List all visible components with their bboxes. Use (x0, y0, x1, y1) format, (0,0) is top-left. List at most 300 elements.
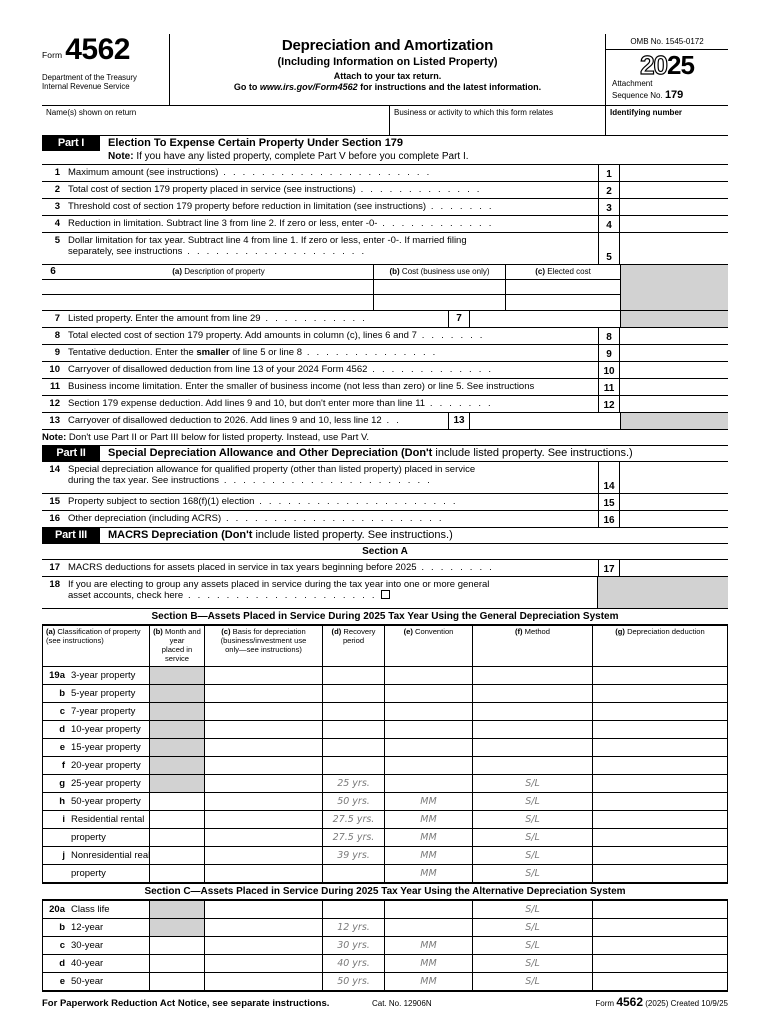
section-b-row (43, 864, 728, 882)
line-7-shaded-block (620, 311, 728, 327)
row-property-name: 50-year property (71, 795, 141, 807)
row-convention-input[interactable] (385, 774, 473, 792)
row-convention-input[interactable] (385, 900, 473, 918)
line-5-number: 5 (54, 235, 60, 247)
line-8-box-number: 8 (598, 328, 620, 344)
line-8-amount-input[interactable] (620, 328, 728, 344)
row-property-name: Residential rental (71, 813, 145, 825)
row-property-name: 30-year (71, 939, 104, 951)
row-convention-input[interactable] (385, 738, 473, 756)
row-recovery-period: 25 yrs. (323, 774, 385, 792)
line-18-group-assets-checkbox[interactable] (381, 590, 390, 599)
row-classification (43, 954, 150, 972)
row-recovery-period: 30 yrs. (323, 936, 385, 954)
section-b-body (43, 666, 728, 882)
line-15-number: 15 (49, 496, 60, 508)
line-6-col-a-header: (a) Description of property (64, 265, 374, 279)
row-property-name: 7-year property (71, 705, 136, 717)
row-basis-input[interactable] (205, 792, 323, 810)
attach-instruction: Attach to your tax return. (333, 71, 442, 81)
row-letter: b (59, 687, 65, 699)
row-month-year-input[interactable] (150, 792, 205, 810)
line-7-number: 7 (54, 313, 60, 325)
row-basis-input[interactable] (205, 702, 323, 720)
row-classification (43, 846, 150, 864)
col-header-basis: (c) Basis for depreciation (business/investment use only—see instructions) (205, 626, 323, 667)
row-basis-input[interactable] (205, 846, 323, 864)
part-1-lines-top (42, 165, 728, 265)
row-depreciation-deduction-input[interactable] (593, 900, 728, 918)
row-basis-input[interactable] (205, 666, 323, 684)
line-17-amount-input[interactable] (620, 560, 728, 576)
row-depreciation-deduction-input[interactable] (593, 792, 728, 810)
line-12-box-number: 12 (598, 396, 620, 412)
line-13-amount-input[interactable] (470, 413, 620, 429)
line-6-number: 6 (50, 266, 56, 278)
row-month-year-shaded (150, 720, 205, 738)
row-convention: MM (385, 810, 473, 828)
line-7-amount-input[interactable] (470, 311, 620, 327)
row-month-year-shaded (150, 756, 205, 774)
row-depreciation-deduction-input[interactable] (593, 846, 728, 864)
form-line-15 (42, 494, 728, 511)
section-b-row (43, 792, 728, 810)
line-15-text: Property subject to section 168(f)(1) election . . . . . . . . . . . . . . . . . . . . . (68, 496, 458, 508)
row-month-year-shaded (150, 738, 205, 756)
line-10-box-number: 10 (598, 362, 620, 378)
section-b-row (43, 702, 728, 720)
line-6-col-c-header: (c) Elected cost (535, 267, 591, 277)
section-a-lines (42, 560, 728, 609)
row-depreciation-deduction-input[interactable] (593, 738, 728, 756)
row-property-name: 25-year property (71, 777, 141, 789)
line-2-text: Total cost of section 179 property placed in service (see instructions) . . . . . . . . . . . . . (68, 184, 482, 196)
row-convention-input[interactable] (385, 666, 473, 684)
part-3-banner (42, 528, 728, 544)
section-b-title: Section B—Assets Placed in Service During 2025 Tax Year Using the General Depreciation System (42, 609, 728, 625)
footer-form-number: 4562 (616, 994, 644, 1009)
form-line-4 (42, 216, 728, 233)
row-month-year-input[interactable] (150, 864, 205, 882)
sequence-number: 179 (664, 89, 684, 102)
row-property-name: property (71, 867, 106, 879)
row-property-name: 12-year (71, 921, 104, 933)
row-basis-input[interactable] (205, 774, 323, 792)
department-block (42, 73, 167, 92)
line-4-amount-input[interactable] (620, 216, 728, 232)
row-recovery-period: 50 yrs. (323, 792, 385, 810)
row-depreciation-deduction-input[interactable] (593, 828, 728, 846)
row-classification (43, 738, 150, 756)
line-11-text: Business income limitation. Enter the smaller of business income (not less than zero) or line 5. See instructions (68, 381, 535, 393)
form-number: 4562 (65, 33, 130, 66)
form-line-10 (42, 362, 728, 379)
section-b-row (43, 756, 728, 774)
section-c-table (42, 900, 728, 991)
part-1-title: Election To Expense Certain Property Under Section 179 (108, 137, 404, 150)
line-17-number: 17 (49, 562, 60, 574)
form-line-17 (42, 560, 728, 577)
row-letter: f (61, 759, 65, 771)
line-9-box-number: 9 (598, 345, 620, 361)
goto-suffix: for instructions and the latest information. (360, 82, 542, 92)
row-classification (43, 792, 150, 810)
line-18-shaded-block (597, 577, 728, 608)
section-c-row (43, 900, 728, 918)
line-18-text-b: asset accounts, check here . . . . . . . . . . . . . . . . . . . . (68, 590, 595, 601)
form-title: Depreciation and Amortization (281, 37, 494, 54)
form-line-1 (42, 165, 728, 182)
col-header-convention: (e) Convention (385, 626, 473, 667)
part-1-badge: Part I (42, 136, 100, 151)
row-convention-input[interactable] (385, 720, 473, 738)
row-method-input[interactable] (473, 720, 593, 738)
part-1-note-text: If you have any listed property, complete Part V before you complete Part I. (133, 151, 469, 163)
col-header-month-year: (b) Month and year placed in service (150, 626, 205, 667)
line-13-number: 13 (49, 415, 60, 427)
business-activity-field[interactable]: Business or activity to which this form relates (390, 106, 606, 135)
col-header-recovery-period: (d) Recovery period (323, 626, 385, 667)
row-recovery-input[interactable] (323, 738, 385, 756)
row-month-year-shaded (150, 702, 205, 720)
section-b-row (43, 684, 728, 702)
row-month-year-shaded (150, 774, 205, 792)
omb-number: OMB No. 1545-0172 (606, 34, 728, 50)
section-c-row (43, 972, 728, 990)
line-15-amount-input[interactable] (620, 494, 728, 510)
paperwork-notice: For Paperwork Reduction Act Notice, see separate instructions. (42, 997, 330, 1009)
row-method: S/L (473, 918, 593, 936)
row-method: S/L (473, 954, 593, 972)
row-depreciation-deduction-input[interactable] (593, 666, 728, 684)
row-month-year-input[interactable] (150, 936, 205, 954)
line-3-box-number: 3 (598, 199, 620, 215)
row-depreciation-deduction-input[interactable] (593, 864, 728, 882)
row-property-name: 20-year property (71, 759, 141, 771)
line-2-box-number: 2 (598, 182, 620, 198)
row-basis-input[interactable] (205, 720, 323, 738)
row-basis-input[interactable] (205, 864, 323, 882)
row-letter: h (59, 795, 65, 807)
line-5-amount-input[interactable] (620, 233, 728, 264)
form-word-label: Form (42, 49, 63, 60)
line-8-number: 8 (54, 330, 60, 342)
line-7-box-number: 7 (448, 311, 470, 327)
row-convention-input[interactable] (385, 918, 473, 936)
line-11-amount-input[interactable] (620, 379, 728, 395)
row-basis-input[interactable] (205, 918, 323, 936)
line-13-shaded-block (620, 413, 728, 429)
row-method: S/L (473, 846, 593, 864)
row-method: S/L (473, 900, 593, 918)
row-recovery-input[interactable] (323, 720, 385, 738)
row-recovery-period: 50 yrs. (323, 972, 385, 990)
row-method-input[interactable] (473, 756, 593, 774)
row-classification (43, 666, 150, 684)
goto-prefix: Go to (233, 82, 258, 92)
line-6-col-b-header: (b) Cost (business use only) (374, 265, 506, 279)
line-10-text: Carryover of disallowed deduction from line 13 of your 2024 Form 4562 . . . . . . . . . . . . . (68, 364, 494, 376)
line-13-text: Carryover of disallowed deduction to 2026. Add lines 9 and 10, less line 12 . . 13 (64, 413, 620, 429)
line-1-number: 1 (54, 167, 60, 179)
row-depreciation-deduction-input[interactable] (593, 936, 728, 954)
masthead-right (606, 34, 728, 105)
line-14-amount-input[interactable] (620, 462, 728, 493)
row-letter: c (59, 705, 65, 717)
line-16-text: Other depreciation (including ACRS) . . . . . . . . . . . . . . . . . . . . . . . (68, 513, 444, 525)
section-b-table (42, 625, 728, 883)
form-line-11 (42, 379, 728, 396)
part-2-title: Special Depreciation Allowance and Other Depreciation (Don't include listed property. See instructions.) (108, 447, 633, 460)
row-convention: MM (385, 828, 473, 846)
section-b-row (43, 738, 728, 756)
row-convention: MM (385, 936, 473, 954)
form-line-8 (42, 328, 728, 345)
part-2-lines (42, 462, 728, 528)
tax-year-century: 20 (640, 50, 667, 80)
row-depreciation-deduction-input[interactable] (593, 810, 728, 828)
row-basis-input[interactable] (205, 972, 323, 990)
parts-note-label: Note: (42, 432, 67, 444)
part-1-banner (42, 136, 728, 165)
row-classification (43, 828, 150, 846)
line-9-amount-input[interactable] (620, 345, 728, 361)
line-6-r1-cost-input[interactable] (374, 280, 506, 294)
row-letter: 20a (49, 903, 65, 915)
line-11-number: 11 (49, 381, 60, 393)
form-line-12 (42, 396, 728, 413)
line-12-amount-input[interactable] (620, 396, 728, 412)
row-depreciation-deduction-input[interactable] (593, 684, 728, 702)
row-month-year-input[interactable] (150, 954, 205, 972)
part-3-badge: Part III (42, 528, 100, 543)
line-7-text: Listed property. Enter the amount from line 29 . . . . . . . . . . . 7 (64, 311, 620, 327)
row-letter: d (59, 723, 65, 735)
row-letter: 19a (49, 669, 65, 681)
row-depreciation-deduction-input[interactable] (593, 918, 728, 936)
row-recovery-input[interactable] (323, 684, 385, 702)
row-recovery-period: 27.5 yrs. (323, 828, 385, 846)
sequence-label: Sequence No. (612, 91, 663, 101)
line-18-number: 18 (49, 579, 60, 591)
names-shown-field[interactable]: Name(s) shown on return (42, 106, 390, 135)
line-6-r2-description-input[interactable] (64, 295, 374, 310)
section-c-row (43, 954, 728, 972)
row-convention: MM (385, 954, 473, 972)
row-classification (43, 702, 150, 720)
masthead-center (170, 34, 606, 105)
row-convention: MM (385, 792, 473, 810)
line-6-r1-description-input[interactable] (64, 280, 374, 294)
row-classification (43, 864, 150, 882)
attachment-sequence (606, 79, 728, 105)
goto-instruction (174, 82, 601, 92)
row-recovery-period: 40 yrs. (323, 954, 385, 972)
footer-form-word: Form (595, 998, 615, 1008)
line-3-amount-input[interactable] (620, 199, 728, 215)
line-5-text (64, 233, 598, 264)
line-14-number: 14 (49, 464, 60, 476)
form-sheet (42, 34, 728, 1009)
line-4-number: 4 (54, 218, 60, 230)
identifying-number-field[interactable]: Identifying number (610, 108, 682, 118)
row-basis-input[interactable] (205, 954, 323, 972)
form-line-2 (42, 182, 728, 199)
line-6-r2-elected-input[interactable] (506, 295, 620, 310)
section-a-title: Section A (42, 544, 728, 560)
row-letter: b (59, 921, 65, 933)
row-depreciation-deduction-input[interactable] (593, 702, 728, 720)
section-c-row (43, 918, 728, 936)
row-classification (43, 720, 150, 738)
row-depreciation-deduction-input[interactable] (593, 756, 728, 774)
row-recovery-input[interactable] (323, 864, 385, 882)
row-method: S/L (473, 792, 593, 810)
row-property-name: Class life (71, 903, 110, 915)
row-recovery-input[interactable] (323, 900, 385, 918)
row-convention-input[interactable] (385, 756, 473, 774)
line-6-table (42, 265, 728, 311)
row-month-year-input[interactable] (150, 972, 205, 990)
form-line-14 (42, 462, 728, 494)
row-basis-input[interactable] (205, 900, 323, 918)
row-classification (43, 918, 150, 936)
section-b-row (43, 846, 728, 864)
line-4-box-number: 4 (598, 216, 620, 232)
row-convention: MM (385, 972, 473, 990)
attachment-label: Attachment (612, 79, 653, 89)
row-property-name: 10-year property (71, 723, 141, 735)
form-footer (42, 991, 728, 1009)
row-recovery-input[interactable] (323, 702, 385, 720)
tax-year-yy: 25 (667, 50, 694, 80)
line-16-box-number: 16 (598, 511, 620, 527)
row-convention: MM (385, 864, 473, 882)
row-property-name: 3-year property (71, 669, 136, 681)
line-6-r1-elected-input[interactable] (506, 280, 620, 294)
row-method-input[interactable] (473, 684, 593, 702)
row-recovery-period: 27.5 yrs. (323, 810, 385, 828)
line-14-text-b: during the tax year. See instructions . . . . . . . . . . . . . . . . . . . . . . (68, 475, 432, 487)
row-month-year-input[interactable] (150, 810, 205, 828)
line-1-box-number: 1 (598, 165, 620, 181)
line-18-text (64, 577, 597, 608)
form-line-18 (42, 577, 728, 609)
row-depreciation-deduction-input[interactable] (593, 774, 728, 792)
catalog-number: Cat. No. 12906N (372, 998, 432, 1008)
footer-form-id (562, 995, 728, 1009)
line-16-amount-input[interactable] (620, 511, 728, 527)
line-5-text-a: Dollar limitation for tax year. Subtract line 4 from line 1. If zero or less, enter -0-. If married filing (68, 235, 467, 247)
row-classification (43, 756, 150, 774)
line-10-number: 10 (49, 364, 60, 376)
footer-form-year: (2025) (645, 998, 669, 1008)
section-c-title: Section C—Assets Placed in Service During 2025 Tax Year Using the Alternative Depreciation System (42, 883, 728, 900)
form-masthead (42, 34, 728, 106)
line-15-box-number: 15 (598, 494, 620, 510)
part-1-note (42, 151, 728, 164)
line-11-box-number: 11 (598, 379, 620, 395)
row-convention-input[interactable] (385, 702, 473, 720)
row-month-year-shaded (150, 684, 205, 702)
row-method: S/L (473, 972, 593, 990)
line-6-r2-cost-input[interactable] (374, 295, 506, 310)
row-classification (43, 900, 150, 918)
row-letter: i (62, 813, 65, 825)
col-header-classification: (a) Classification of property (see instructions) (43, 626, 150, 667)
row-month-year-shaded (150, 918, 205, 936)
row-basis-input[interactable] (205, 756, 323, 774)
line-2-amount-input[interactable] (620, 182, 728, 198)
row-month-year-input[interactable] (150, 828, 205, 846)
row-classification (43, 684, 150, 702)
row-convention-input[interactable] (385, 684, 473, 702)
line-14-text (64, 462, 598, 493)
row-recovery-period: 39 yrs. (323, 846, 385, 864)
row-classification (43, 810, 150, 828)
row-method: S/L (473, 936, 593, 954)
row-basis-input[interactable] (205, 936, 323, 954)
section-b-row (43, 774, 728, 792)
masthead-left (42, 34, 170, 105)
form-line-16 (42, 511, 728, 528)
row-basis-input[interactable] (205, 810, 323, 828)
col-header-method: (f) Method (473, 626, 593, 667)
line-8-text: Total elected cost of section 179 property. Add amounts in column (c), lines 6 and 7 . . . . . . . (68, 330, 485, 342)
row-month-year-input[interactable] (150, 846, 205, 864)
row-basis-input[interactable] (205, 828, 323, 846)
line-3-number: 3 (54, 201, 60, 213)
row-recovery-period: 12 yrs. (323, 918, 385, 936)
row-convention: MM (385, 846, 473, 864)
row-property-name: 40-year (71, 957, 104, 969)
row-letter: e (59, 975, 65, 987)
line-13-box-number: 13 (448, 413, 470, 429)
row-method-input[interactable] (473, 702, 593, 720)
line-6-header-row (42, 265, 620, 280)
row-recovery-input[interactable] (323, 666, 385, 684)
part-1-lines-bottom (42, 311, 728, 430)
row-letter: d (59, 957, 65, 969)
line-5-text-b: separately, see instructions . . . . . . . . . . . . . . . . . . . (68, 246, 367, 258)
line-10-amount-input[interactable] (620, 362, 728, 378)
row-classification (43, 936, 150, 954)
row-recovery-input[interactable] (323, 756, 385, 774)
tax-year (606, 50, 728, 79)
line-1-amount-input[interactable] (620, 165, 728, 181)
parts-note-text: Don't use Part II or Part III below for listed property. Instead, use Part V. (66, 432, 370, 444)
row-method-input[interactable] (473, 666, 593, 684)
form-line-5 (42, 233, 728, 265)
row-depreciation-deduction-input[interactable] (593, 720, 728, 738)
row-method: S/L (473, 774, 593, 792)
row-basis-input[interactable] (205, 738, 323, 756)
line-12-text: Section 179 expense deduction. Add lines 9 and 10, but don't enter more than line 11 . . . . . . . (68, 398, 493, 410)
row-depreciation-deduction-input[interactable] (593, 954, 728, 972)
line-5-box-number: 5 (598, 233, 620, 264)
line-6-entry-row-2 (42, 295, 620, 310)
row-depreciation-deduction-input[interactable] (593, 972, 728, 990)
line-9-text: Tentative deduction. Enter the smaller of line 5 or line 8 . . . . . . . . . . . . . . (68, 347, 438, 359)
row-basis-input[interactable] (205, 684, 323, 702)
line-17-box-number: 17 (598, 560, 620, 576)
line-3-text: Threshold cost of section 179 property before reduction in limitation (see instructions) . . . . . . . (68, 201, 494, 213)
line-16-number: 16 (49, 513, 60, 525)
row-method-input[interactable] (473, 738, 593, 756)
form-line-3 (42, 199, 728, 216)
goto-url[interactable]: www.irs.gov/Form4562 (259, 82, 358, 92)
row-month-year-shaded (150, 666, 205, 684)
